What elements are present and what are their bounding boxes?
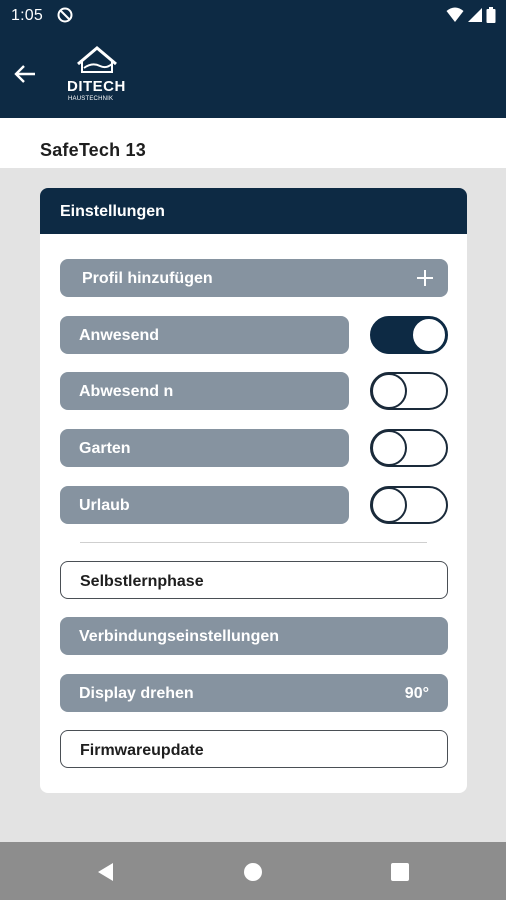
house-logo-icon <box>64 44 134 80</box>
toggle-knob <box>371 487 407 523</box>
rotate-display-value: 90° <box>404 685 429 702</box>
profile-toggle-anwesend[interactable] <box>370 316 448 354</box>
ditech-logo <box>64 44 134 108</box>
signal-icon <box>468 7 482 23</box>
plus-icon <box>415 268 435 288</box>
settings-card <box>40 188 467 793</box>
learning-phase-button[interactable] <box>60 561 448 599</box>
wifi-icon <box>446 7 464 23</box>
nav-back-icon[interactable] <box>95 861 117 883</box>
nav-home-icon[interactable] <box>242 861 264 883</box>
system-icons <box>446 7 496 23</box>
brand-name: DITECH <box>67 78 126 95</box>
toggle-knob <box>411 317 447 353</box>
status-time: 1:05 <box>11 7 43 24</box>
device-title-bar <box>0 118 506 168</box>
rotate-display-button[interactable] <box>60 674 448 712</box>
add-profile-button[interactable] <box>60 259 448 297</box>
profile-label: Garten <box>79 440 131 457</box>
profile-toggle-abwesend[interactable] <box>370 372 448 410</box>
settings-card-header <box>40 188 467 234</box>
connection-settings-button[interactable] <box>60 617 448 655</box>
profile-item-anwesend[interactable] <box>60 316 349 354</box>
settings-header-title: Einstellungen <box>60 203 165 220</box>
status-bar <box>0 0 506 32</box>
add-profile-label: Profil hinzufügen <box>82 270 213 287</box>
connection-settings-label: Verbindungseinstellungen <box>79 628 280 645</box>
rotate-display-label: Display drehen <box>79 685 194 702</box>
back-arrow-icon[interactable] <box>12 61 38 87</box>
learning-phase-label: Selbstlernphase <box>80 573 204 590</box>
nav-recents-icon[interactable] <box>389 861 411 883</box>
device-title: SafeTech 13 <box>40 140 146 160</box>
profile-item-abwesend[interactable] <box>60 372 349 410</box>
profile-label: Abwesend n <box>79 383 174 400</box>
toggle-knob <box>371 430 407 466</box>
system-navigation-bar <box>0 842 506 900</box>
divider <box>80 542 427 543</box>
profile-item-urlaub[interactable] <box>60 486 349 524</box>
app-bar <box>0 32 506 118</box>
profile-item-garten[interactable] <box>60 429 349 467</box>
profile-toggle-garten[interactable] <box>370 429 448 467</box>
profile-toggle-urlaub[interactable] <box>370 486 448 524</box>
profile-label: Anwesend <box>79 327 160 344</box>
brand-subtitle: HAUSTECHNIK <box>68 96 114 102</box>
toggle-knob <box>371 373 407 409</box>
battery-icon <box>486 7 496 23</box>
do-not-disturb-icon <box>57 7 73 23</box>
profile-label: Urlaub <box>79 497 130 514</box>
firmware-update-label: Firmwareupdate <box>80 742 204 759</box>
firmware-update-button[interactable] <box>60 730 448 768</box>
